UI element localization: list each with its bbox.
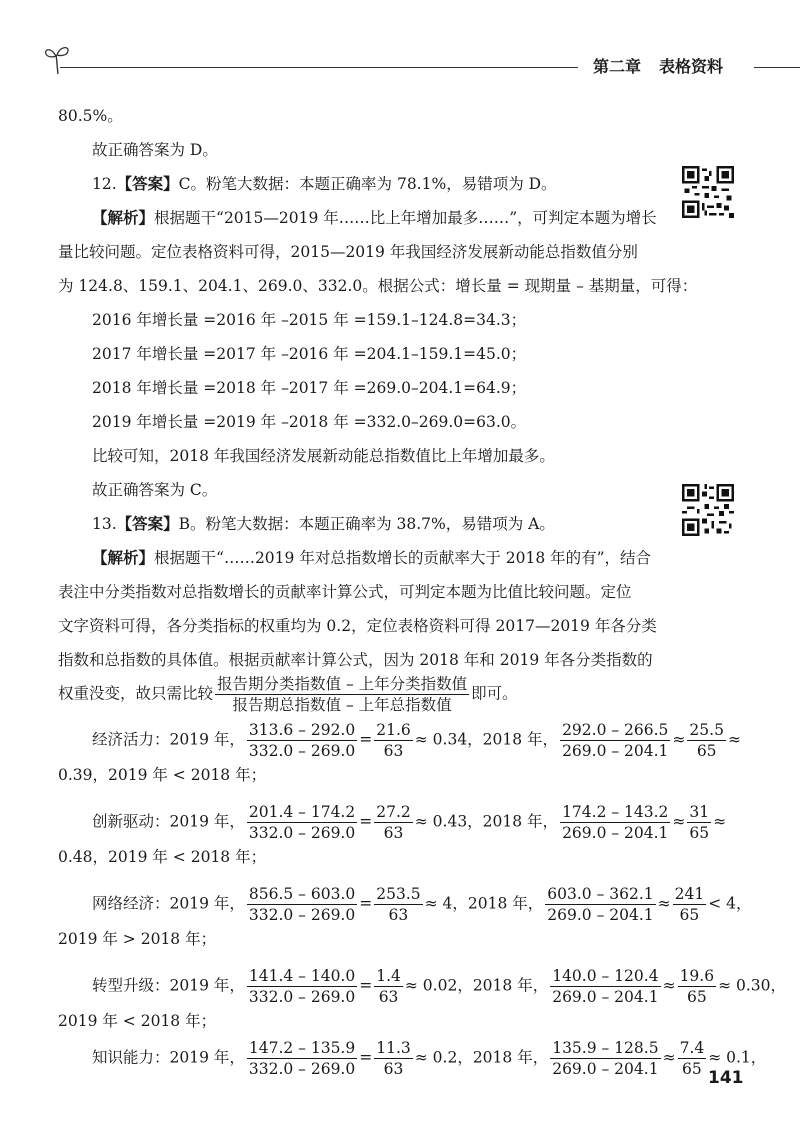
fraction-denominator: 63	[388, 906, 409, 924]
operator: ≈	[662, 1048, 676, 1067]
fraction-numerator: 31	[689, 803, 710, 821]
result-text: ≈	[713, 812, 727, 831]
header-rule-right	[754, 67, 800, 68]
row-label: 创新驱动：2019 年，	[92, 812, 245, 831]
analysis-label: 【解析】	[92, 208, 155, 227]
text-line: 指数和总指数的具体值。根据贡献率计算公式，因为 2018 年和 2019 年各分类指数的	[58, 651, 653, 669]
fraction	[550, 1038, 660, 1079]
page-number: 141	[708, 1068, 744, 1088]
fraction-denominator: 63	[383, 742, 404, 760]
fraction	[560, 802, 670, 843]
operator: =	[359, 812, 373, 831]
question-number: 12.	[92, 175, 117, 193]
section-title: 表格资料	[659, 57, 724, 76]
fraction-numerator: 27.2	[376, 803, 411, 821]
answer-label: 【答案】	[116, 174, 179, 193]
row-label: 知识能力：2019 年，	[92, 1048, 245, 1067]
calc-row	[92, 1038, 766, 1079]
calc-row	[92, 966, 786, 1007]
chapter-title	[593, 54, 723, 77]
calc-line: 2018 年增长量 =2018 年 –2017 年 =269.0–204.1=64.9；	[92, 379, 527, 397]
fraction-numerator: 201.4 – 174.2	[248, 803, 356, 821]
ratio-fraction	[215, 674, 469, 715]
fraction	[247, 720, 357, 761]
text-line: 为 124.8、159.1、204.1、269.0、332.0。根据公式：增长量 = 现期量 – 基期量，可得：	[58, 277, 698, 295]
fraction-numerator: 19.6	[679, 967, 715, 985]
row-label: 经济活力：2019 年，	[92, 730, 245, 749]
qr-code-icon[interactable]	[682, 484, 734, 536]
fraction-denominator: 269.0 – 204.1	[547, 906, 654, 924]
fraction-denominator: 332.0 – 269.0	[248, 988, 356, 1006]
calc-line: 2019 年增长量 =2019 年 –2018 年 =332.0–269.0=63.0。	[92, 413, 527, 431]
text-line: 比较可知，2018 年我国经济发展新动能总指数值比上年增加最多。	[92, 447, 555, 465]
operator: ≈	[657, 894, 671, 913]
fraction-denominator: 63	[383, 824, 404, 842]
fraction-numerator: 241	[674, 885, 705, 903]
result-text: ≈ 0.34，2018 年，	[414, 730, 559, 749]
result-text: < 4，	[708, 894, 752, 913]
text-line: 表注中分类指数对总指数增长的贡献率计算公式，可判定本题为比值比较问题。定位	[58, 583, 632, 601]
result-text: ≈ 0.43，2018 年，	[414, 812, 559, 831]
fraction-numerator: 1.4	[376, 967, 401, 985]
result-text: ≈ 4，2018 年，	[424, 894, 544, 913]
text-line: 0.48，2019 年 < 2018 年；	[58, 848, 267, 866]
fraction-numerator: 292.0 – 266.5	[562, 721, 669, 739]
analysis-text: 根据题干“2015—2019 年……比上年增加最多……”，可判定本题为增长	[154, 209, 657, 227]
fraction-numerator: 7.4	[679, 1039, 705, 1057]
fraction-denominator: 63	[383, 1060, 404, 1078]
fraction	[374, 720, 413, 761]
fraction-numerator: 174.2 – 143.2	[562, 803, 669, 821]
q12-analysis-line	[92, 208, 657, 228]
text-line: 故正确答案为 D。	[92, 141, 218, 159]
fraction	[374, 802, 413, 843]
formula-prefix: 权重没变，故只需比较	[58, 684, 214, 703]
fraction-numerator: 21.6	[376, 721, 411, 739]
fraction-denominator: 65	[679, 906, 700, 924]
text-line: 故正确答案为 C。	[92, 481, 218, 499]
calc-row	[92, 802, 726, 843]
page-header	[42, 40, 800, 80]
fraction	[678, 1038, 707, 1079]
fraction-denominator: 65	[696, 742, 717, 760]
fraction	[247, 966, 357, 1007]
row-label: 网络经济：2019 年，	[92, 894, 245, 913]
fraction-denominator: 332.0 – 269.0	[248, 824, 356, 842]
fraction	[374, 884, 422, 925]
fraction-denominator: 332.0 – 269.0	[248, 742, 356, 760]
text-line: 80.5%。	[58, 107, 123, 125]
ratio-formula-line	[58, 674, 518, 715]
answer-text: B。粉笔大数据：本题正确率为 38.7%，易错项为 A。	[178, 515, 555, 533]
calc-line: 2017 年增长量 =2017 年 –2016 年 =204.1–159.1=45.0；	[92, 345, 527, 363]
fraction-numerator: 135.9 – 128.5	[552, 1039, 659, 1057]
analysis-label: 【解析】	[92, 548, 155, 567]
fraction-numerator: 603.0 – 362.1	[547, 885, 654, 903]
result-text: ≈ 0.1，	[708, 1048, 767, 1067]
answer-text: C。粉笔大数据：本题正确率为 78.1%，易错项为 D。	[178, 175, 557, 193]
fraction	[673, 884, 707, 925]
operator: =	[359, 894, 373, 913]
result-text: ≈ 0.2，2018 年，	[414, 1048, 549, 1067]
formula-suffix: 即可。	[471, 684, 518, 703]
fraction	[374, 1038, 413, 1079]
calc-row	[92, 884, 752, 925]
operator: ≈	[662, 976, 676, 995]
calc-line: 2016 年增长量 =2016 年 –2015 年 =159.1–124.8=34.3；	[92, 311, 527, 329]
fraction-numerator: 856.5 – 603.0	[248, 885, 356, 903]
fraction-numerator: 253.5	[376, 885, 421, 903]
operator: ≈	[672, 730, 686, 749]
fraction-numerator: 313.6 – 292.0	[248, 721, 356, 739]
fraction	[247, 1038, 357, 1079]
q12-answer-line	[92, 174, 557, 194]
text-line: 0.39，2019 年 < 2018 年；	[58, 766, 267, 784]
answer-label: 【答案】	[116, 514, 179, 533]
fraction-denominator: 65	[686, 988, 707, 1006]
q13-answer-line	[92, 514, 555, 534]
fraction-denominator: 65	[689, 824, 710, 842]
text-line: 2019 年 < 2018 年；	[58, 1012, 217, 1030]
fraction-denominator: 63	[378, 988, 399, 1006]
fraction-denominator: 332.0 – 269.0	[248, 906, 356, 924]
fraction-denominator: 269.0 – 204.1	[552, 1060, 659, 1078]
fraction	[374, 966, 403, 1007]
analysis-text: 根据题干“……2019 年对总指数增长的贡献率大于 2018 年的有”，结合	[154, 549, 652, 567]
q13-analysis-line	[92, 548, 651, 568]
fraction	[678, 966, 717, 1007]
operator: =	[359, 1048, 373, 1067]
header-rule-left	[60, 67, 578, 68]
ratio-denominator: 报告期总指数值 – 上年总指数值	[232, 696, 452, 714]
fraction	[687, 802, 711, 843]
fraction	[550, 966, 660, 1007]
operator: =	[359, 976, 373, 995]
fraction	[560, 720, 670, 761]
sprout-icon	[42, 42, 72, 76]
fraction-denominator: 269.0 – 204.1	[562, 742, 669, 760]
fraction-numerator: 147.2 – 135.9	[248, 1039, 356, 1057]
fraction	[247, 884, 357, 925]
result-text: ≈	[727, 730, 741, 749]
fraction-numerator: 25.5	[689, 721, 724, 739]
fraction	[545, 884, 655, 925]
fraction-numerator: 141.4 – 140.0	[248, 967, 356, 985]
operator: ≈	[672, 812, 686, 831]
chapter-number: 第二章	[593, 57, 642, 76]
question-number: 13.	[92, 515, 117, 533]
result-text: ≈ 0.30，	[718, 976, 787, 995]
fraction-denominator: 332.0 – 269.0	[248, 1060, 356, 1078]
operator: =	[359, 730, 373, 749]
fraction-denominator: 269.0 – 204.1	[562, 824, 669, 842]
ratio-numerator: 报告期分类指数值 – 上年分类指数值	[217, 675, 468, 693]
fraction-numerator: 140.0 – 120.4	[552, 967, 659, 985]
calc-row	[92, 720, 741, 761]
fraction	[687, 720, 726, 761]
fraction-denominator: 65	[682, 1060, 702, 1078]
fraction	[247, 802, 357, 843]
text-line: 量比较问题。定位表格资料可得，2015—2019 年我国经济发展新动能总指数值分别	[58, 243, 638, 261]
fraction-numerator: 11.3	[376, 1039, 411, 1057]
qr-code-icon[interactable]	[682, 166, 734, 218]
text-line: 2019 年 > 2018 年；	[58, 930, 217, 948]
result-text: ≈ 0.02，2018 年，	[404, 976, 549, 995]
fraction-denominator: 269.0 – 204.1	[552, 988, 659, 1006]
row-label: 转型升级：2019 年，	[92, 976, 245, 995]
text-line: 文字资料可得，各分类指标的权重均为 0.2，定位表格资料可得 2017—2019 年各分类	[58, 617, 657, 635]
